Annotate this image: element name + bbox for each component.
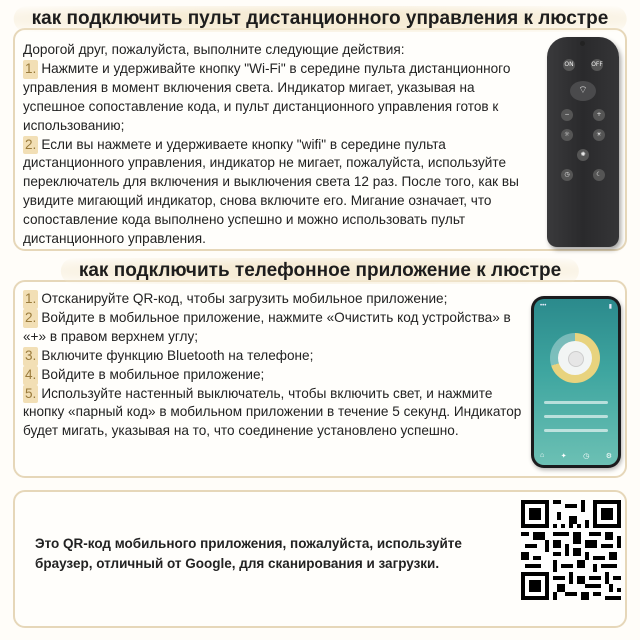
timer-icon: ◷ (561, 169, 573, 181)
brightness-slider (544, 401, 608, 404)
remote-instructions-panel (13, 28, 627, 251)
bright-icon: ☀ (593, 129, 605, 141)
status-bar: ••• ▮ (540, 303, 612, 310)
remote-step-1 (23, 60, 528, 136)
step-number: 5. (23, 385, 38, 404)
step-number: 2. (23, 309, 38, 328)
step-text: Войдите в мобильное приложение; (41, 366, 265, 382)
step-number: 4. (23, 366, 38, 385)
step-number: 1. (23, 60, 38, 79)
step-number: 2. (23, 136, 38, 155)
app-step (23, 290, 527, 309)
section-title-remote: как подключить пульт дистанционного управления к люстре (14, 6, 627, 32)
app-step (23, 347, 527, 366)
dim-icon: ☼ (561, 129, 573, 141)
wifi-icon: ⌔ (570, 81, 596, 101)
app-step (23, 309, 527, 347)
settings-icon: ⚙ (605, 453, 612, 460)
qr-note: Это QR-код мобильного приложения, пожалуйста, используйте браузер, отличный от Google, для сканирования и загрузки. (35, 536, 462, 571)
app-instructions-panel (13, 280, 627, 478)
remote-step-2 (23, 136, 528, 249)
step-text: Нажмите и удерживайте кнопку "Wi-Fi" в середине пульта дистанционного управления в момент включения света. Индикатор мигает, указывая на успешное сопоставление кода, и пульт дистанционного управления готов к использованию; (23, 60, 511, 133)
remote-control-image (547, 37, 619, 247)
app-step (23, 385, 527, 442)
smartphone-image (531, 296, 621, 468)
on-button: ON (563, 59, 575, 71)
step-text: Включите функцию Bluetooth на телефоне; (41, 347, 314, 363)
scene-icon: ✦ (560, 453, 567, 460)
mode-slider (544, 429, 608, 432)
qr-code-image (521, 500, 621, 600)
qr-panel (13, 490, 627, 628)
off-button: OFF (591, 59, 603, 71)
remote-instructions-text (23, 41, 528, 249)
timer-icon: ◷ (583, 453, 590, 460)
section-title-app: как подключить телефонное приложение к люстре (61, 258, 579, 284)
step-number: 3. (23, 347, 38, 366)
lamp-icon (568, 351, 584, 367)
app-screen (534, 299, 618, 465)
minus-icon: − (561, 109, 573, 121)
indicator-led (580, 41, 585, 46)
step-number: 1. (23, 290, 38, 309)
step-text: Отсканируйте QR-код, чтобы загрузить мобильное приложение; (41, 291, 448, 306)
app-nav-bar (540, 452, 612, 460)
step-text: Если вы нажмете и удерживаете кнопку "wifi" в середине пульта дистанционного управления, индикатор не мигает, пожалуйста, используйте переключатель для включения и выключения света 12 раз. После того, как вы увидите мигающий индикатор, снова включите его. Мигание означает, что сопоставление кода выполнено успешно и можно использовать пульт дистанционного управления. (23, 136, 519, 247)
step-text: Используйте настенный выключатель, чтобы включить свет, и нажмите кнопку «парный код» в мобильном приложении в течение 5 секунд. Индикатор будет мигать, указывая на то, что соединение установлено успешно. (23, 385, 522, 439)
step-text: Войдите в мобильное приложение, нажмите «Очистить код устройства» в «+» в правом верхнем углу; (23, 309, 511, 344)
color-temp-slider (544, 415, 608, 418)
intro-text: Дорогой друг, пожалуйста, выполните следующие действия: (23, 42, 405, 57)
sun-icon: ✺ (577, 149, 589, 161)
plus-icon: + (593, 109, 605, 121)
moon-icon: ☾ (593, 169, 605, 181)
app-instructions-text (23, 290, 527, 441)
home-icon: ⌂ (540, 452, 545, 459)
app-step (23, 366, 527, 385)
